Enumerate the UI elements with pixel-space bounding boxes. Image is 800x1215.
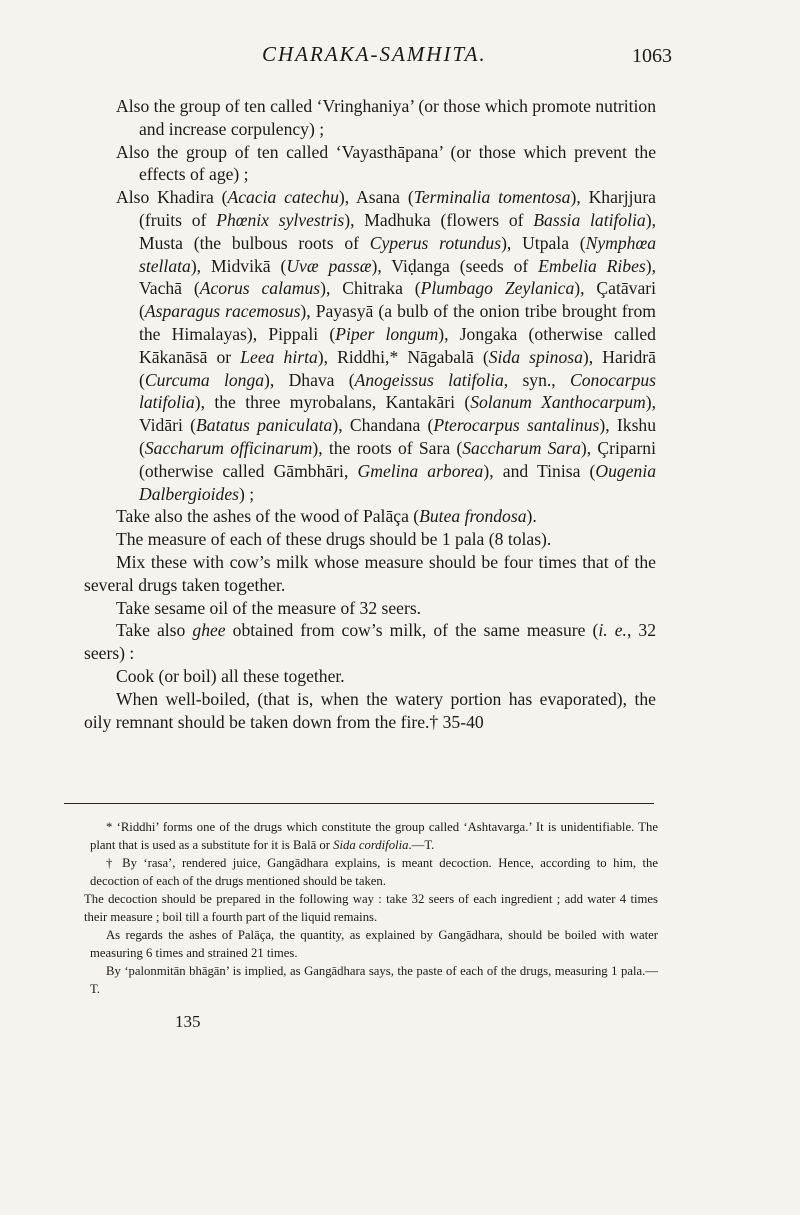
main-text [84, 95, 657, 733]
footnote-rasa: † By ‘rasa’, rendered juice, Gangādhara explains, is meant decoction. Hence, according to him, the decoction of each of the drugs mentioned should be taken. [90, 856, 658, 888]
footnote-separator [64, 803, 654, 804]
paragraph-sesame-oil: Take sesame oil of the measure of 32 seers. [116, 597, 422, 618]
paragraph-well-boiled: When well-boiled, (that is, when the watery portion has evaporated), the oily remnant should be taken down from the fire.† 35-40 [84, 688, 656, 732]
paragraph-vayasthapana: Also the group of ten called ‘Vayasthāpana’ (or those which prevent the effects of age) ; [116, 141, 656, 185]
running-title: CHARAKA-SAMHITA. [262, 42, 487, 66]
page-number: 1063 [632, 45, 672, 67]
footnotes [84, 818, 658, 998]
paragraph-ghee: Take also ghee obtained from cow’s milk, of the same measure (i. e., 32 seers) : [84, 620, 657, 664]
footnote-riddhi: * ‘Riddhi’ forms one of the drugs which constitute the group called ‘Ashtavarga.’ It is unidentifiable. The plant that is used as a substitute for it is Balā or Sida cordifolia.—T. [90, 820, 658, 852]
paragraph-cows-milk: Mix these with cow’s milk whose measure should be four times that of the several drugs taken together. [84, 551, 656, 595]
paragraph-drug-list: Also Khadira (Acacia catechu), Asana (Terminalia tomentosa), Kharjjura (fruits of Phœnix sylvestris), Madhuka (flowers of Bassia latifolia), Musta (the bulbous roots of Cyperus rotundus), Utpala (Nymphœa stellata), Midvikā (Uvæ passæ), Viḍanga (seeds of Embelia Ribes), Vachā (Acorus calamus), Chitraka (Plumbago Zeylanica), Çatāvari (Asparagus racemosus), Payasyā (a bulb of the onion tribe brought from the Himalayas), Pippali (Piper longum), Jongaka (otherwise called Kākanāsā or Leea hirta), Riddhi,* Nāgabalā (Sida spinosa), Haridrā (Curcuma longa), Dhava (Anogeissus latifolia, syn., Conocarpus latifolia), the three myrobalans, Kantakāri (Solanum Xanthocarpum), Vidāri (Batatus paniculata), Chandana (Pterocarpus santalinus), Ikshu (Saccharum officinarum), the roots of Sara (Saccharum Sara), Çriparni (otherwise called Gāmbhāri, Gmelina arborea), and Tinisa (Ougenia Dalbergioides) ; [116, 187, 657, 504]
paragraph-cook: Cook (or boil) all these together. [116, 665, 345, 686]
paragraph-measure: The measure of each of these drugs should be 1 pala (8 tolas). [116, 529, 552, 550]
footnote-ashes: As regards the ashes of Palāça, the quantity, as explained by Gangādhara, should be boiled with water measuring 6 times and strained 21 times. [90, 928, 658, 960]
paragraph-vringhaniya: Also the group of ten called ‘Vringhaniya’ (or those which promote nutrition and increase corpulency) ; [116, 96, 656, 139]
paragraph-palaca-ashes: Take also the ashes of the wood of Palāça (Butea frondosa). [116, 506, 537, 527]
footnote-decoction: The decoction should be prepared in the following way : take 32 seers of each ingredient ; add water 4 times their measure ; boil till a fourth part of the liquid remains. [84, 892, 658, 924]
page-header [0, 42, 800, 72]
printer-signature: 135 [175, 1012, 201, 1031]
footnote-palonmitan: By ‘palonmitān bhāgān’ is implied, as Gangādhara says, the paste of each of the drugs, measuring 1 pala.—T. [90, 964, 658, 996]
